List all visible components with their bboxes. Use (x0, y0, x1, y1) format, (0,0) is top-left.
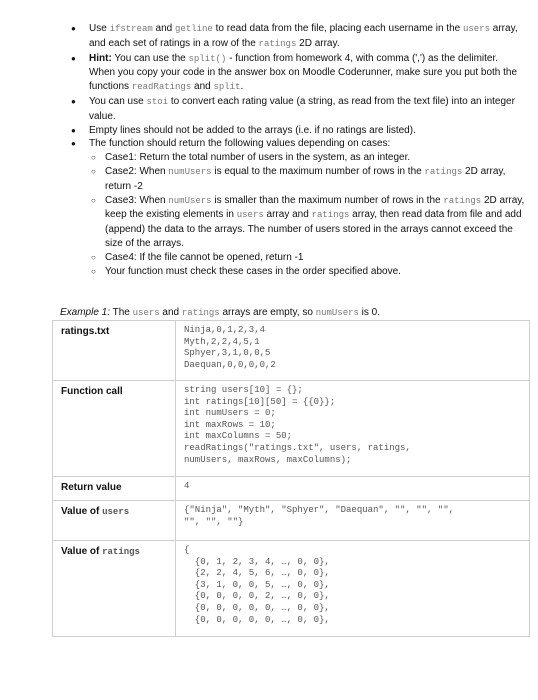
code-getline: getline (175, 24, 213, 34)
text: Case2: When (105, 165, 169, 177)
text: array and (263, 209, 312, 221)
code-ratings: ratings (181, 308, 220, 318)
row-label: Return value (53, 477, 176, 501)
code-numusers: numUsers (315, 308, 359, 318)
text: and (191, 81, 214, 93)
code-users: users (463, 24, 491, 34)
code-numusers: numUsers (168, 195, 212, 206)
hint-label: Hint: (89, 52, 112, 64)
code-ifstream: ifstream (109, 24, 153, 34)
text: to convert each rating value (a string, as read from the text file) into an integer value. (89, 95, 515, 122)
row-label: Value of users (53, 501, 176, 541)
row-content: string users[10] = {}; int ratings[10][50] = {{0}}; int numUsers = 0; int maxRows = 10; int maxColumns = 50; readRatings("ratings.txt", users, ratings, numUsers, maxRows, maxColumns); (176, 381, 530, 477)
bullet-empty-lines (67, 124, 525, 138)
text: Case4: If the file cannot be opened, return -1 (105, 251, 304, 263)
text: Empty lines should not be added to the arrays (i.e. if no ratings are listed). (89, 124, 416, 136)
text: and (159, 307, 182, 318)
text: to read data from the file, placing each username in the (212, 23, 463, 34)
text: arrays are empty, so (219, 307, 316, 318)
bullet-return-values (67, 137, 525, 278)
code-stoi: stoi (146, 96, 169, 107)
code-ratings: ratings (443, 195, 482, 206)
case-1 (89, 151, 525, 165)
code-users: users (236, 210, 264, 221)
text: You can use the (111, 52, 189, 64)
table-row (53, 321, 530, 381)
row-content: 4 (176, 477, 530, 501)
case-4 (89, 251, 525, 265)
text: Your function must check these cases in the order specified above. (105, 265, 401, 277)
code-split: split() (188, 53, 227, 64)
row-label: Value of ratings (53, 541, 176, 637)
row-label: ratings.txt (53, 321, 176, 381)
row-label: Function call (53, 381, 176, 477)
code-users: users (132, 308, 160, 318)
code-readratings: readRatings (131, 82, 192, 93)
text: is smaller than the maximum number of rows in the (211, 194, 444, 206)
table-row (53, 477, 530, 501)
text: is 0. (358, 307, 381, 318)
text: Case3: When (105, 194, 169, 206)
table-row (53, 501, 530, 541)
text: You can use (89, 95, 147, 107)
case-2 (89, 165, 525, 194)
table-row (53, 381, 530, 477)
bullet-hint (67, 52, 525, 95)
text: 2D array, return -2 (105, 165, 506, 192)
code-ratings: ratings (311, 210, 350, 221)
text: 2D array. (296, 37, 340, 49)
row-content: Ninja,0,1,2,3,4 Myth,2,2,4,5,1 Sphyer,3,1,0,0,5 Daequan,0,0,0,0,2 (176, 321, 530, 381)
bullet-stoi (67, 95, 525, 124)
cases-list (89, 151, 525, 278)
bullet-ifstream (67, 22, 525, 52)
case-3 (89, 194, 525, 251)
text: Use (89, 23, 110, 34)
text: - function from homework 4, with comma (',') as the delimiter. When you copy your code in the answer box on Moodle Coderunner, make sure you put both the functions (89, 52, 518, 93)
code-ratings: ratings (424, 166, 463, 177)
text: . (240, 81, 244, 93)
text: array, and each set of ratings in a row of the (89, 23, 518, 49)
table-row (53, 541, 530, 637)
code-split: split (213, 82, 241, 93)
text: and (152, 23, 176, 34)
code-numusers: numUsers (168, 166, 212, 177)
text: array, then read data from file and add (append) the data to the arrays. The number of users stored in the arrays cannot exceed the size of the arrays. (105, 209, 522, 249)
example-heading (60, 306, 530, 321)
example-table (52, 320, 530, 637)
code-ratings: ratings (258, 38, 297, 49)
text: is equal to the maximum number of rows in the (211, 165, 425, 177)
text: The (110, 307, 133, 318)
row-content: { {0, 1, 2, 3, 4, …, 0, 0}, {2, 2, 4, 5, 6, …, 0, 0}, {3, 1, 0, 0, 5, …, 0, 0}, {0, 0, 0, 0, 2, …, 0, 0}, {0, 0, 0, 0, 0, …, 0, 0}, {0, 0, 0, 0, 0, …, 0, 0}, (176, 541, 530, 637)
text: 2D array, keep the existing elements in (105, 194, 525, 221)
row-content: {"Ninja", "Myth", "Sphyer", "Daequan", "", "", "", "", "", ""} (176, 501, 530, 541)
text: Case1: Return the total number of users in the system, as an integer. (105, 152, 411, 164)
text: The function should return the following values depending on cases: (89, 138, 391, 150)
requirements-list (67, 22, 525, 278)
case-order-note (89, 265, 525, 279)
example-label: Example 1: (60, 307, 111, 318)
